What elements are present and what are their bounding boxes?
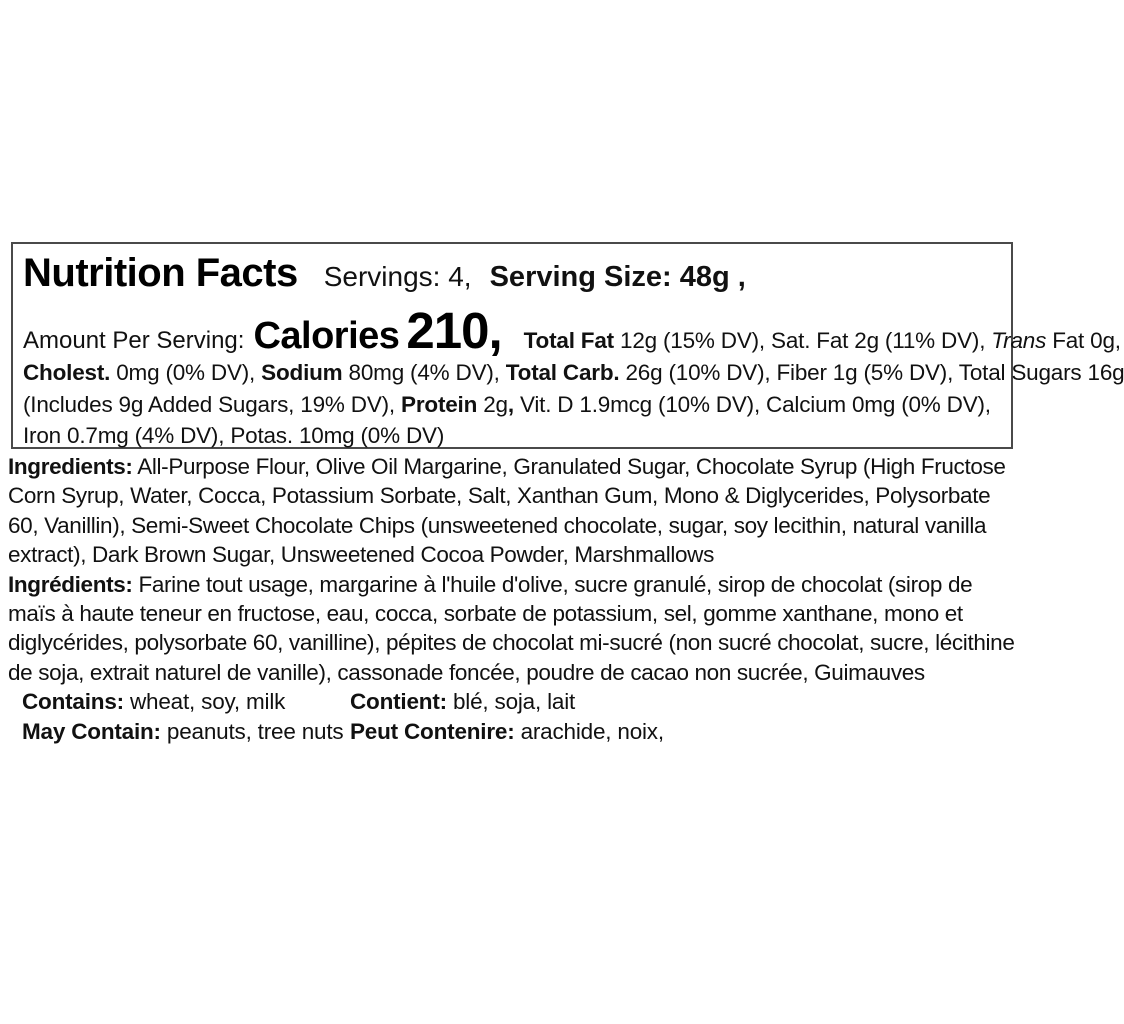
text-segment: Ingrédients: (8, 571, 133, 597)
text-segment: Farine tout usage, margarine à l'huile d'olive, sucre granulé, sirop de chocolat (sirop de maïs à haute teneur en fructose, eau, cocca, sorbate de potassium, sel, gomme xanthane, mono et diglycérides, polysorbate 60, vanilline), pépites de chocolat mi-sucré (non sucré chocolat, sucre, lécithine de soja, extrait naturel de vanille), cassonade foncée, poudre de cacao non sucrée, Guimauves (8, 571, 1015, 685)
amount-per-serving-label: Amount Per Serving: (23, 327, 245, 354)
text-segment: , (507, 391, 514, 417)
text-segment: Protein (401, 391, 478, 417)
contient-cell (350, 687, 1022, 717)
text-segment: Cholest. (23, 360, 111, 385)
nutrient-line-3 (23, 389, 1001, 421)
nutrient-line-1 (524, 328, 1121, 354)
ingredients-french (8, 570, 1022, 688)
contains-value: wheat, soy, milk (123, 689, 286, 715)
may-contain-row (8, 717, 1022, 747)
text-segment: Iron 0.7mg (4% DV), Potas. 10mg (0% DV) (23, 423, 445, 448)
ingredients-english (8, 452, 1022, 570)
nutrition-facts-title: Nutrition Facts (23, 251, 298, 295)
text-segment: Sodium (261, 360, 343, 385)
text-segment: 12g (15% DV), Sat. Fat 2g (11% DV), (613, 328, 992, 353)
may-contain-label: May Contain: (22, 719, 161, 745)
text-segment: (Includes 9g Added Sugars, 19% DV), (23, 391, 402, 417)
text-segment: Trans (991, 328, 1047, 353)
peut-contenire-value: arachide, noix, (514, 719, 664, 745)
contains-label: Contains: (22, 689, 124, 715)
text-segment: Total Fat (523, 328, 614, 353)
nutrient-line-2 (23, 357, 1124, 389)
nutrient-line-4 (23, 420, 1001, 452)
calories-row (23, 301, 1121, 359)
text-segment: All-Purpose Flour, Olive Oil Margarine, Granulated Sugar, Chocolate Syrup (High Fructose Corn Syrup, Water, Cocca, Potassium Sorbate, Salt, Xanthan Gum, Mono & Diglycerides, Polysorbate 60, Vanillin), Semi-Sweet Chocolate Chips (unsweetened chocolate, sugar, soy lecithin, natural vanilla extract), Dark Brown Sugar, Unsweetened Cocoa Powder, Marshmallows (8, 454, 1006, 568)
contient-label: Contient: (350, 689, 447, 715)
text-segment: Fat 0g, (1046, 328, 1121, 353)
lower-text-block (8, 452, 1022, 747)
text-segment: Ingredients: (8, 454, 133, 479)
calories-value: 210, (406, 302, 502, 359)
contains-row (8, 687, 1022, 717)
text-segment: 0mg (0% DV), (110, 360, 262, 385)
peut-contenire-cell (350, 717, 1022, 747)
text-segment: 26g (10% DV), Fiber 1g (5% DV), Total Sugars 16g (619, 360, 1124, 385)
calories-label: Calories (253, 315, 400, 357)
contient-value: blé, soja, lait (446, 689, 576, 715)
may-contain-value: peanuts, tree nuts (160, 719, 344, 745)
nutrition-facts-panel (11, 242, 1124, 449)
may-contain-cell (8, 717, 350, 747)
panel-header-row (23, 251, 1001, 299)
text-segment: 80mg (4% DV), (342, 360, 506, 385)
text-segment: Total Carb. (505, 360, 620, 385)
contains-cell (8, 687, 350, 717)
servings-count: Servings: 4, (323, 261, 472, 292)
serving-size: Serving Size: 48g , (489, 261, 746, 293)
text-segment: 2g (477, 391, 508, 417)
text-segment: Vit. D 1.9mcg (10% DV), Calcium 0mg (0% DV), (513, 391, 991, 417)
peut-contenire-label: Peut Contenire: (350, 719, 515, 745)
